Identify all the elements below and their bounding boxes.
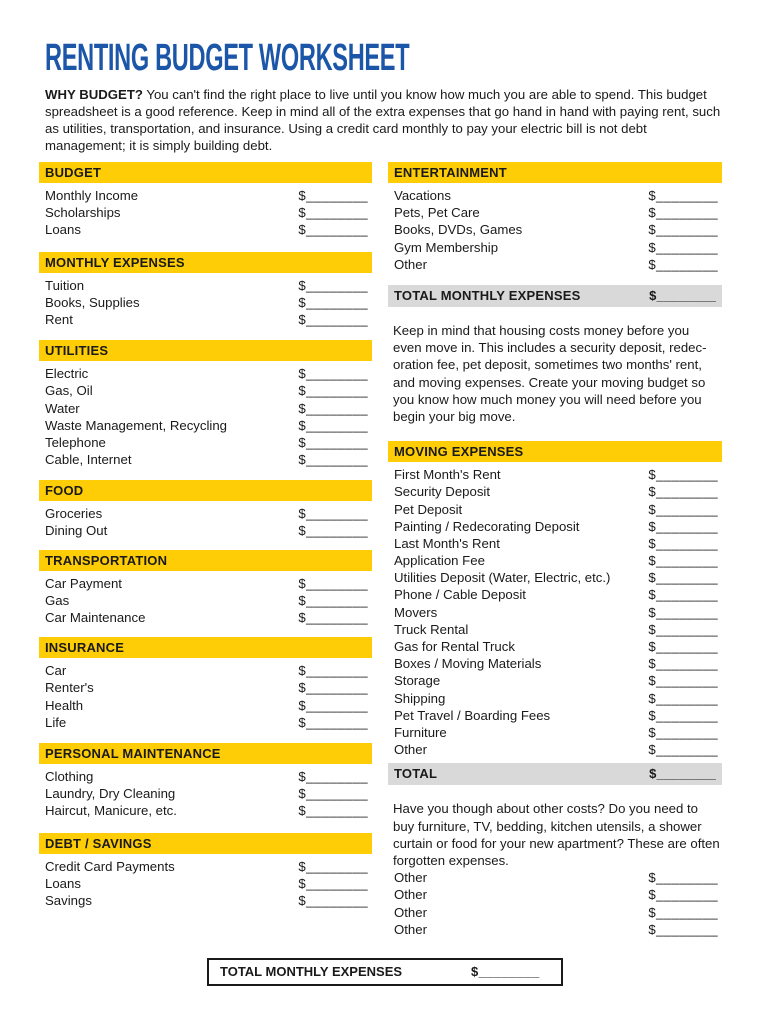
- budget-row: [394, 604, 722, 621]
- row-label: First Month's Rent: [394, 467, 501, 483]
- budget-row: [394, 221, 722, 238]
- amount-blank[interactable]: $________: [298, 714, 368, 730]
- row-label: Laundry, Dry Cleaning: [45, 786, 176, 802]
- row-label: Gas, Oil: [45, 383, 93, 399]
- section-entertainment: [388, 162, 722, 273]
- amount-blank[interactable]: $________: [298, 434, 368, 450]
- budget-row: [394, 187, 722, 204]
- amount-blank[interactable]: $________: [298, 188, 368, 203]
- section-budget: [39, 162, 372, 239]
- amount-blank[interactable]: $________: [298, 417, 368, 433]
- budget-row: [45, 768, 372, 785]
- intro-text: You can't find the right place to live until you know how much you are able to spend. This budget spreadsheet is a good reference. Keep in mind all of the extra expenses that go hand in hand with paying rent, such as utilities, transportation, and insurance. Using a credit card monthly to pay your electric bill is not debt management; it is simply building debt.: [45, 87, 721, 153]
- grand-total-box: [207, 958, 563, 986]
- amount-blank[interactable]: $________: [648, 621, 718, 637]
- row-label: Movers: [394, 604, 438, 620]
- budget-row: [394, 724, 722, 741]
- row-label: Utilities Deposit (Water, Electric, etc.): [394, 570, 611, 586]
- section-heading: ENTERTAINMENT: [388, 162, 722, 183]
- row-label: Other: [394, 887, 427, 903]
- row-label: Vacations: [394, 188, 451, 203]
- row-label: Car: [45, 663, 67, 679]
- budget-row: [394, 204, 722, 221]
- row-label: Phone / Cable Deposit: [394, 587, 526, 603]
- row-label: Boxes / Moving Materials: [394, 656, 542, 672]
- amount-blank[interactable]: $________: [648, 690, 718, 706]
- row-label: Pet Deposit: [394, 501, 463, 517]
- budget-row: [394, 655, 722, 672]
- row-label: Savings: [45, 892, 92, 908]
- amount-blank[interactable]: $________: [298, 858, 368, 874]
- budget-row: [45, 277, 372, 294]
- amount-blank[interactable]: $________: [648, 673, 718, 689]
- section-food: [39, 480, 372, 539]
- row-label: Gas: [45, 592, 70, 608]
- budget-row: [45, 204, 372, 221]
- row-label: Water: [45, 400, 80, 416]
- row-label: Other: [394, 904, 427, 920]
- section-rows: [39, 183, 372, 239]
- budget-row: [45, 575, 372, 592]
- row-label: Other: [394, 921, 427, 937]
- section-heading: TRANSPORTATION: [39, 550, 372, 571]
- section-rows: [39, 764, 372, 820]
- section-transportation: [39, 550, 372, 627]
- section-insurance: [39, 637, 372, 731]
- section-rows: [39, 273, 372, 329]
- amount-blank[interactable]: $________: [648, 188, 718, 203]
- amount-blank[interactable]: $________: [298, 610, 368, 625]
- row-label: Shipping: [394, 690, 446, 706]
- amount-blank[interactable]: $________: [298, 294, 368, 310]
- budget-row: [394, 239, 722, 256]
- section-rows: [39, 658, 372, 731]
- budget-row: [394, 621, 722, 638]
- moving-note: Keep in mind that housing costs money before you even move in. This includes a security deposit, redec-oration fee, pet deposit, sometimes two months' rent, and moving expenses. Create your moving budget so you know how much money you will need before you begin your big move.: [393, 322, 707, 424]
- budget-row: [394, 904, 722, 921]
- row-label: Waste Management, Recycling: [45, 417, 228, 433]
- section-debt-savings: [39, 833, 372, 910]
- row-label: Truck Rental: [394, 621, 469, 637]
- budget-row: [45, 892, 372, 909]
- budget-row: [45, 451, 372, 468]
- budget-row: [394, 886, 722, 903]
- amount-blank[interactable]: $________: [298, 768, 368, 784]
- amount-blank[interactable]: $________: [648, 518, 718, 534]
- budget-row: [45, 662, 372, 679]
- row-label: Car Payment: [45, 575, 122, 591]
- row-label: Telephone: [45, 434, 106, 450]
- row-label: Pet Travel / Boarding Fees: [394, 707, 551, 723]
- amount-blank[interactable]: $________: [648, 604, 718, 620]
- section-heading: MONTHLY EXPENSES: [39, 252, 372, 273]
- row-label: Monthly Income: [45, 188, 139, 203]
- intro-paragraph: [45, 86, 725, 154]
- budget-row: [394, 741, 722, 758]
- amount-blank[interactable]: $________: [298, 506, 368, 522]
- row-label: Groceries: [45, 506, 103, 522]
- budget-row: [45, 434, 372, 451]
- amount-blank[interactable]: $________: [648, 239, 718, 255]
- other-costs-note: Have you though about other costs? Do you need to buy furniture, TV, bedding, kitchen utensils, a shower curtain or food for your new apartment? These are often forgotten expenses.: [393, 801, 720, 868]
- section-heading: MOVING EXPENSES: [388, 441, 722, 462]
- section-heading: DEBT / SAVINGS: [39, 833, 372, 854]
- row-label: Other: [394, 870, 427, 886]
- amount-blank[interactable]: $________: [298, 277, 368, 293]
- row-label: Tuition: [45, 277, 85, 293]
- row-label: Scholarships: [45, 205, 121, 221]
- budget-row: [394, 535, 722, 552]
- amount-blank[interactable]: $________: [648, 639, 718, 655]
- budget-row: [45, 221, 372, 238]
- left-column: [39, 162, 372, 909]
- section-rows: [39, 571, 372, 627]
- amount-blank[interactable]: $________: [298, 222, 368, 238]
- row-label: Cable, Internet: [45, 452, 132, 468]
- amount-blank[interactable]: $________: [648, 656, 718, 672]
- row-label: Last Month's Rent: [394, 535, 500, 551]
- budget-row: [394, 869, 722, 886]
- amount-blank[interactable]: $________: [648, 887, 718, 903]
- row-label: Life: [45, 714, 67, 730]
- row-label: Other: [394, 742, 427, 758]
- section-monthly-expenses: [39, 252, 372, 329]
- amount-blank[interactable]: $________: [298, 680, 368, 696]
- row-label: Loans: [45, 875, 81, 891]
- budget-row: [394, 501, 722, 518]
- row-label: Pets, Pet Care: [394, 205, 480, 221]
- budget-row: [394, 552, 722, 569]
- section-rows: [39, 501, 372, 539]
- budget-row: [394, 690, 722, 707]
- amount-blank[interactable]: $________: [648, 570, 718, 586]
- section-heading: INSURANCE: [39, 637, 372, 658]
- row-label: Electric: [45, 366, 89, 382]
- amount-blank[interactable]: $________: [648, 467, 718, 483]
- row-label: Application Fee: [394, 553, 485, 569]
- budget-row: [45, 400, 372, 417]
- budget-row: [394, 483, 722, 500]
- budget-row: [45, 714, 372, 731]
- amount-blank[interactable]: $________: [648, 256, 718, 272]
- amount-blank[interactable]: $________: [648, 501, 718, 517]
- amount-blank[interactable]: $________: [648, 587, 718, 603]
- amount-blank[interactable]: $________: [648, 222, 718, 238]
- row-label: Renter's: [45, 680, 94, 696]
- budget-row: [394, 569, 722, 586]
- budget-row: [45, 802, 372, 819]
- section-rows: [388, 183, 722, 273]
- row-label: Loans: [45, 222, 81, 238]
- budget-row: [394, 466, 722, 483]
- row-label: Credit Card Payments: [45, 858, 175, 874]
- amount-blank[interactable]: $________: [298, 452, 368, 468]
- row-label: Gym Membership: [394, 239, 499, 255]
- row-label: Books, Supplies: [45, 294, 140, 310]
- amount-blank[interactable]: $________: [648, 742, 718, 758]
- amount-blank[interactable]: $________: [298, 892, 368, 908]
- section-rows: [39, 854, 372, 910]
- amount-blank[interactable]: $________: [298, 366, 368, 382]
- row-label: Furniture: [394, 724, 447, 740]
- amount-blank[interactable]: $________: [648, 535, 718, 551]
- amount-blank[interactable]: $________: [648, 707, 718, 723]
- moving-total-bar: [388, 763, 722, 785]
- row-label: Health: [45, 697, 84, 713]
- section-heading: UTILITIES: [39, 340, 372, 361]
- section-personal-maintenance: [39, 743, 372, 820]
- grand-total-amount[interactable]: $________: [471, 964, 540, 979]
- budget-row: [394, 586, 722, 603]
- total-monthly-expenses-bar: [388, 285, 722, 307]
- budget-row: [394, 921, 722, 938]
- amount-blank[interactable]: $________: [298, 786, 368, 802]
- amount-blank[interactable]: $________: [298, 523, 368, 539]
- budget-row: [45, 858, 372, 875]
- budget-row: [45, 187, 372, 204]
- amount-blank[interactable]: $________: [298, 575, 368, 591]
- budget-row: [45, 382, 372, 399]
- amount-blank[interactable]: $________: [648, 484, 718, 500]
- budget-row: [45, 592, 372, 609]
- budget-row: [394, 672, 722, 689]
- amount-blank[interactable]: $________: [648, 870, 718, 886]
- budget-row: [45, 609, 372, 626]
- total-amount[interactable]: $________: [649, 287, 716, 303]
- budget-row: [394, 638, 722, 655]
- page-title: RENTING BUDGET WORKSHEET: [45, 37, 410, 79]
- intro-lead: WHY BUDGET?: [45, 87, 143, 102]
- section-moving-expenses: [388, 441, 722, 758]
- row-label: Books, DVDs, Games: [394, 222, 523, 238]
- budget-row: [45, 505, 372, 522]
- row-label: Other: [394, 256, 427, 272]
- budget-row: [45, 679, 372, 696]
- budget-row: [45, 785, 372, 802]
- amount-blank[interactable]: $________: [648, 921, 718, 937]
- amount-blank[interactable]: $________: [298, 803, 368, 819]
- amount-blank[interactable]: $________: [298, 697, 368, 713]
- row-label: Security Deposit: [394, 484, 491, 500]
- row-label: Haircut, Manicure, etc.: [45, 803, 177, 819]
- amount-blank[interactable]: $________: [298, 663, 368, 679]
- budget-row: [45, 311, 372, 328]
- amount-blank[interactable]: $________: [298, 311, 368, 327]
- section-rows: [39, 361, 372, 468]
- total-label: TOTAL: [394, 766, 438, 782]
- section-heading: BUDGET: [39, 162, 372, 183]
- budget-row: [394, 256, 722, 273]
- row-label: Gas for Rental Truck: [394, 639, 515, 655]
- grand-total-label: TOTAL MONTHLY EXPENSES: [220, 964, 403, 979]
- section-rows: [388, 462, 722, 758]
- amount-blank[interactable]: $________: [298, 400, 368, 416]
- budget-row: [45, 294, 372, 311]
- budget-row: [45, 875, 372, 892]
- budget-row: [394, 707, 722, 724]
- amount-blank[interactable]: $________: [298, 383, 368, 399]
- total-label: TOTAL MONTHLY EXPENSES: [394, 287, 581, 303]
- section-utilities: [39, 340, 372, 468]
- budget-row: [45, 697, 372, 714]
- section-heading: FOOD: [39, 480, 372, 501]
- amount-blank[interactable]: $________: [298, 592, 368, 608]
- row-label: Car Maintenance: [45, 610, 146, 625]
- budget-row: [394, 518, 722, 535]
- other-rows: [388, 869, 722, 938]
- row-label: Dining Out: [45, 523, 108, 539]
- budget-row: [45, 417, 372, 434]
- amount-blank[interactable]: $________: [298, 205, 368, 221]
- row-label: Clothing: [45, 768, 94, 784]
- budget-row: [45, 522, 372, 539]
- amount-blank[interactable]: $________: [298, 875, 368, 891]
- row-label: Rent: [45, 311, 73, 327]
- right-column: [388, 162, 722, 938]
- amount-blank[interactable]: $________: [648, 553, 718, 569]
- amount-blank[interactable]: $________: [648, 724, 718, 740]
- section-heading: PERSONAL MAINTENANCE: [39, 743, 372, 764]
- total-amount[interactable]: $________: [649, 766, 716, 782]
- budget-row: [45, 365, 372, 382]
- row-label: Painting / Redecorating Deposit: [394, 518, 580, 534]
- amount-blank[interactable]: $________: [648, 904, 718, 920]
- amount-blank[interactable]: $________: [648, 205, 718, 221]
- row-label: Storage: [394, 673, 441, 689]
